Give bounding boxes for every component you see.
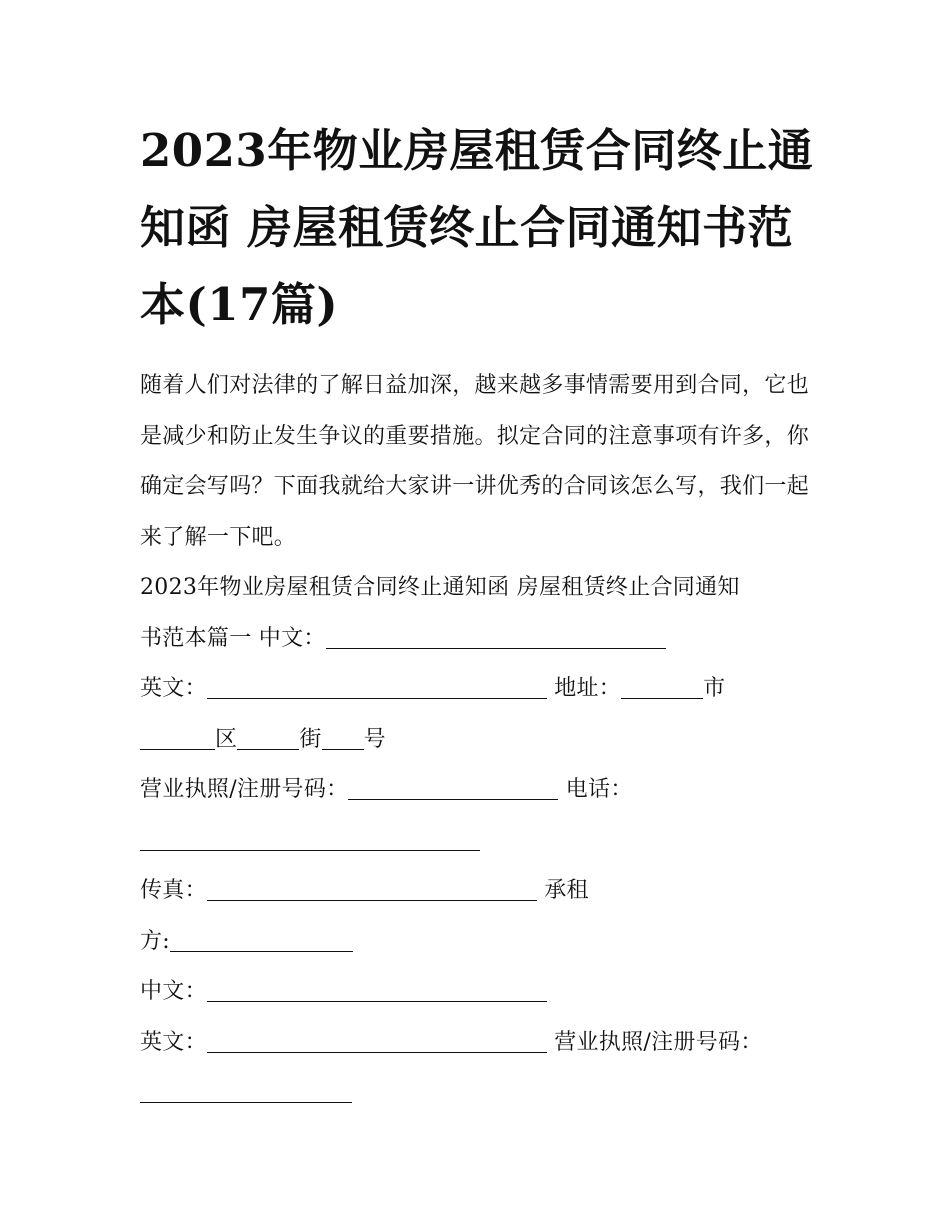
fax-label: 传真：: [140, 878, 207, 903]
lessee-label-part1: 承租: [544, 878, 589, 903]
number-blank[interactable]: [322, 727, 364, 750]
city-blank[interactable]: [621, 676, 703, 699]
district-label: 区: [215, 726, 238, 752]
district-street-line: [140, 715, 820, 766]
section-heading-prefix: 书范本篇一 中文：: [140, 625, 326, 651]
lessor-english-name-blank[interactable]: [207, 676, 547, 699]
lessee-english-line: [140, 1018, 820, 1069]
lessee-line: [140, 917, 820, 968]
lessor-chinese-name-blank[interactable]: [326, 626, 666, 649]
section-heading-line-1: [140, 563, 820, 614]
lessee-license-blank-line: [140, 1068, 820, 1119]
lessee-blank[interactable]: [170, 929, 353, 952]
chinese-label: 中文：: [140, 979, 207, 1004]
phone-label: 电话：: [565, 777, 633, 802]
intro-paragraph: 随着人们对法律的了解日益加深，越来越多事情需要用到合同，它也是减少和防止发生争议的重要措施。拟定合同的注意事项有许多，你确定会写吗？下面我就给大家讲一讲优秀的合同该怎么写，我们一起来了解一下吧。: [140, 373, 810, 550]
lessee-license-blank[interactable]: [140, 1080, 352, 1103]
lessee-label-part2: 方:: [140, 928, 171, 954]
english-address-line: [140, 664, 820, 715]
section-heading-text: 2023年物业房屋租赁合同终止通知函 房屋租赁终止合同通知: [140, 575, 740, 600]
phone-blank-line: [140, 816, 820, 867]
city-label: 市: [703, 676, 726, 701]
street-label: 街: [299, 726, 322, 752]
lessee-chinese-name-blank[interactable]: [207, 979, 547, 1002]
license-number-blank[interactable]: [348, 777, 558, 800]
lessee-chinese-line: [140, 967, 820, 1018]
section-heading-line-2: [140, 614, 820, 665]
english-label: 英文：: [140, 676, 207, 701]
address-label: 地址：: [554, 676, 622, 701]
number-label: 号: [363, 726, 386, 752]
fax-line: [140, 866, 820, 917]
district-blank[interactable]: [140, 727, 215, 750]
license-phone-line: [140, 765, 820, 816]
document-page: [140, 112, 820, 1119]
form-fields: [140, 563, 820, 1119]
document-title: 2023年物业房屋租赁合同终止通知函 房屋租赁终止合同通知书范本(17篇): [140, 124, 814, 331]
license-label: 营业执照/注册号码：: [140, 777, 349, 802]
street-blank[interactable]: [237, 727, 299, 750]
lessee-english-name-blank[interactable]: [207, 1030, 547, 1053]
fax-blank[interactable]: [207, 878, 537, 901]
english-label-2: 英文：: [140, 1029, 207, 1055]
license-label-2: 营业执照/注册号码：: [554, 1029, 763, 1055]
phone-blank[interactable]: [140, 828, 480, 851]
